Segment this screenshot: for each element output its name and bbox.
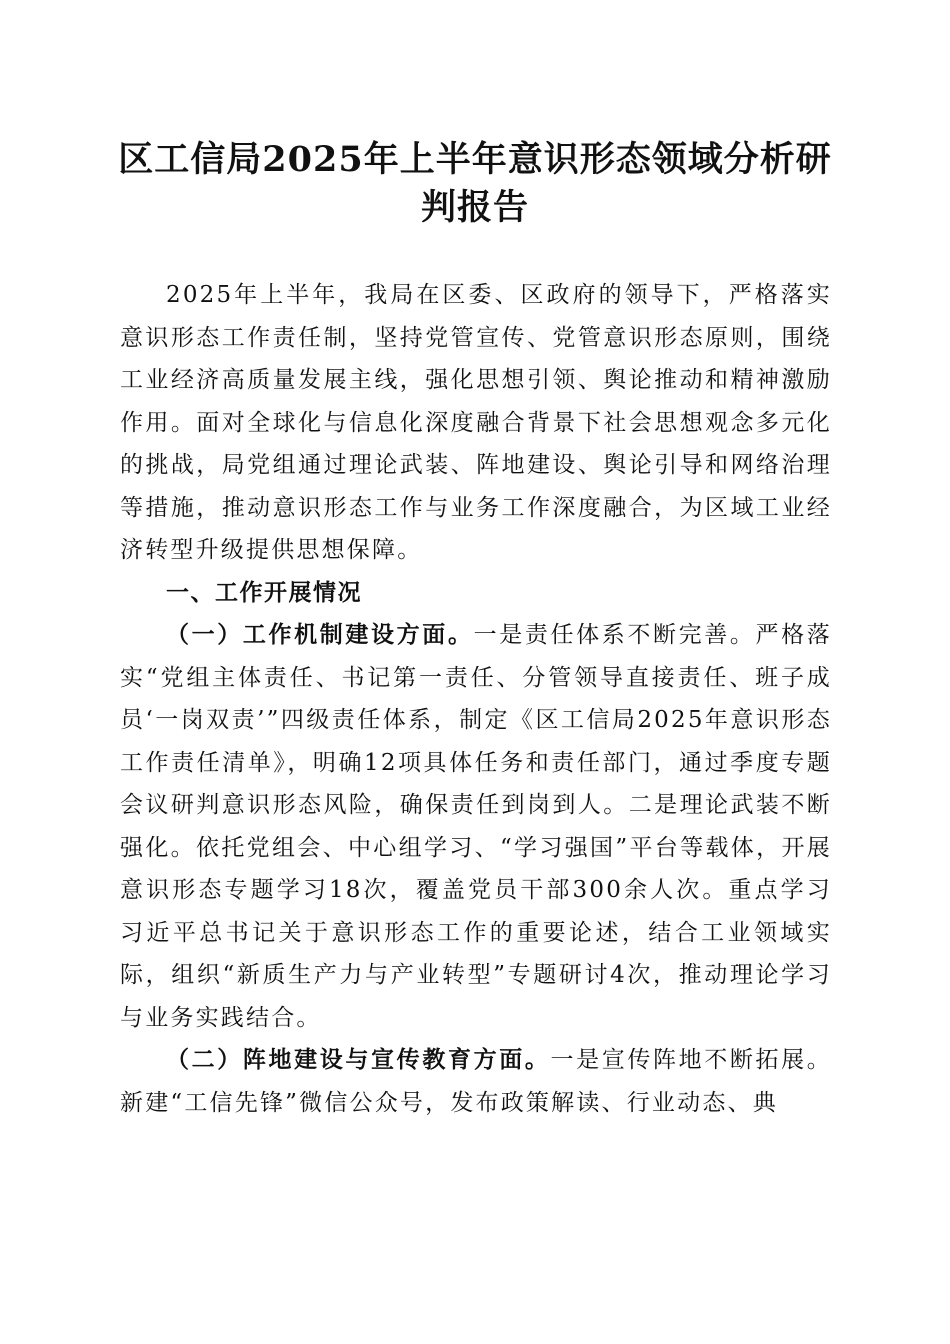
subsection-text-1: 一是责任体系不断完善。严格落实“党组主体责任、书记第一责任、分管领导直接责任、班子成员‘一岗双责’”四级责任体系，制定《区工信局2025年意识形态工作责任清单》，明确12项具体任务和责任部门，通过季度专题会议研判意识形态风险，确保责任到岗到人。二是理论武装不断强化。依托党组会、中心组学习、“学习强国”平台等载体，开展意识形态专题学习18次，覆盖党员干部300余人次。重点学习习近平总书记关于意识形态工作的重要论述，结合工业领域实际，组织“新质生产力与产业转型”专题研讨4次，推动理论学习与业务实践结合。 [120, 622, 832, 1031]
subsection-paragraph-2 [120, 1039, 832, 1124]
subsection-lead-2: （二）阵地建设与宣传教育方面。 [166, 1046, 551, 1073]
document-body [120, 274, 832, 1124]
subsection-text-2: 一是宣传阵地不断拓展。新建“工信先锋”微信公众号，发布政策解读、行业动态、典 [120, 1047, 833, 1116]
document-title: 区工信局2025年上半年意识形态领域分析研判报告 [118, 139, 832, 228]
intro-paragraph: 2025年上半年，我局在区委、区政府的领导下，严格落实意识形态工作责任制，坚持党管宣传、党管意识形态原则，围绕工业经济高质量发展主线，强化思想引领、舆论推动和精神激励作用。面对全球化与信息化深度融合背景下社会思想观念多元化的挑战，局党组通过理论武装、阵地建设、舆论引导和网络治理等措施，推动意识形态工作与业务工作深度融合，为区域工业经济转型升级提供思想保障。 [120, 282, 832, 563]
section-heading: 一、工作开展情况 [166, 579, 362, 606]
subsection-lead-1: （一）工作机制建设方面。 [166, 621, 474, 648]
subsection-paragraph-1 [120, 614, 832, 1039]
